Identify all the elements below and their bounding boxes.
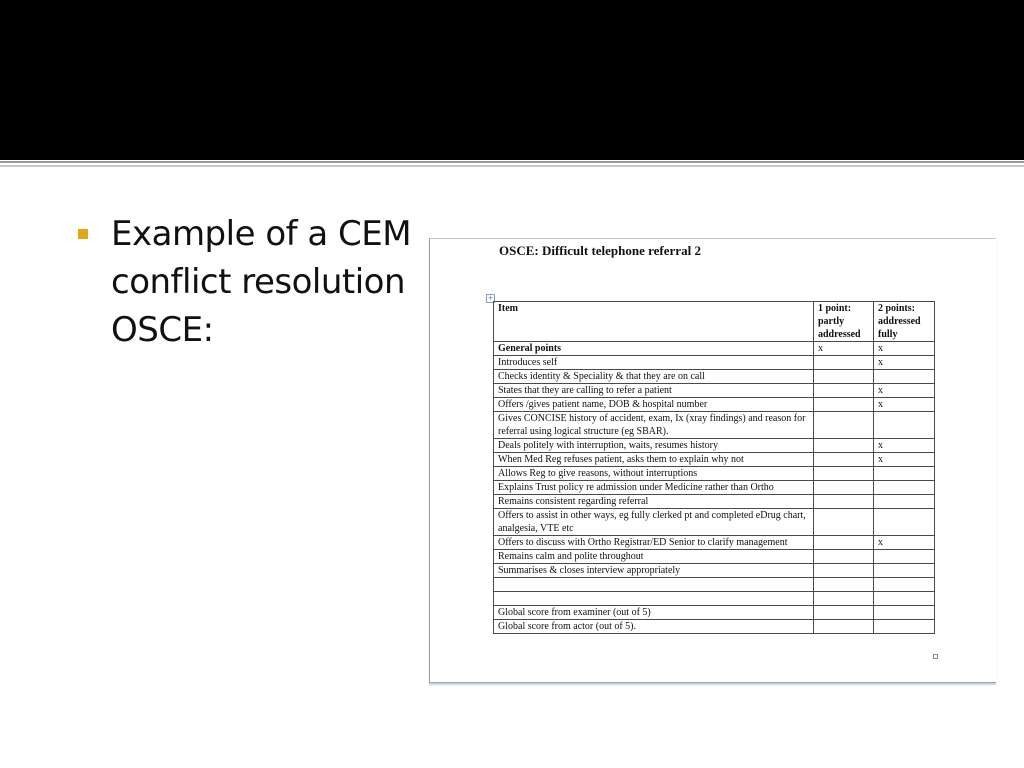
row-fully-score: x — [874, 384, 935, 398]
table-row — [494, 398, 935, 412]
table-resize-handle-icon[interactable] — [933, 654, 938, 659]
row-fully-score — [874, 564, 935, 578]
row-fully-score: x — [874, 439, 935, 453]
table-row — [494, 592, 935, 606]
table-row — [494, 509, 935, 536]
row-fully-score: x — [874, 453, 935, 467]
table-row — [494, 439, 935, 453]
row-partly-score — [814, 467, 874, 481]
table-row — [494, 467, 935, 481]
row-item: General points — [494, 342, 814, 356]
row-partly-score — [814, 412, 874, 439]
row-item — [494, 578, 814, 592]
row-item: Summarises & closes interview appropriately — [494, 564, 814, 578]
table-row — [494, 356, 935, 370]
row-fully-score: x — [874, 356, 935, 370]
table-row — [494, 564, 935, 578]
row-partly-score — [814, 370, 874, 384]
row-fully-score — [874, 481, 935, 495]
row-item: When Med Reg refuses patient, asks them to explain why not — [494, 453, 814, 467]
header-divider-line — [0, 161, 1024, 163]
row-partly-score — [814, 606, 874, 620]
row-partly-score — [814, 439, 874, 453]
table-row — [494, 453, 935, 467]
row-item: Allows Reg to give reasons, without interruptions — [494, 467, 814, 481]
row-item: Introduces self — [494, 356, 814, 370]
table-row — [494, 384, 935, 398]
row-fully-score — [874, 467, 935, 481]
table-row — [494, 606, 935, 620]
table-row — [494, 550, 935, 564]
header-divider-line-secondary — [0, 165, 1024, 167]
row-fully-score — [874, 550, 935, 564]
row-fully-score: x — [874, 536, 935, 550]
document-title: OSCE: Difficult telephone referral 2 — [499, 243, 701, 258]
bullet-text: Example of a CEM conflict resolution OSCE: — [111, 214, 412, 350]
row-item: Gives CONCISE history of accident, exam, Ix (xray findings) and reason for referral using logical structure (eg SBAR). — [494, 412, 814, 439]
row-item: States that they are calling to refer a patient — [494, 384, 814, 398]
row-partly-score — [814, 620, 874, 634]
osce-marking-table — [493, 301, 935, 634]
row-partly-score — [814, 509, 874, 536]
table-row — [494, 481, 935, 495]
row-fully-score: x — [874, 342, 935, 356]
row-partly-score — [814, 495, 874, 509]
row-partly-score — [814, 536, 874, 550]
row-partly-score — [814, 384, 874, 398]
row-item: Global score from examiner (out of 5) — [494, 606, 814, 620]
row-partly-score — [814, 453, 874, 467]
row-partly-score — [814, 398, 874, 412]
row-fully-score — [874, 592, 935, 606]
table-row — [494, 412, 935, 439]
slide-header-bar — [0, 0, 1024, 160]
table-move-handle-icon[interactable]: + — [487, 294, 494, 302]
row-partly-score — [814, 564, 874, 578]
column-header-fully: 2 points: addressed fully — [874, 302, 935, 342]
table-header-row — [494, 302, 935, 342]
table-row — [494, 370, 935, 384]
row-item — [494, 592, 814, 606]
row-partly-score — [814, 356, 874, 370]
table-row — [494, 620, 935, 634]
row-item: Offers /gives patient name, DOB & hospital number — [494, 398, 814, 412]
table-row — [494, 342, 935, 356]
row-fully-score — [874, 620, 935, 634]
table-row — [494, 578, 935, 592]
row-fully-score — [874, 412, 935, 439]
row-item: Remains consistent regarding referral — [494, 495, 814, 509]
row-item: Global score from actor (out of 5). — [494, 620, 814, 634]
row-item: Remains calm and polite throughout — [494, 550, 814, 564]
row-partly-score: x — [814, 342, 874, 356]
row-item: Explains Trust policy re admission under Medicine rather than Ortho — [494, 481, 814, 495]
row-fully-score: x — [874, 398, 935, 412]
row-fully-score — [874, 509, 935, 536]
bullet-square-icon — [78, 229, 88, 239]
row-fully-score — [874, 370, 935, 384]
row-item: Offers to discuss with Ortho Registrar/ED Senior to clarify management — [494, 536, 814, 550]
row-item: Deals politely with interruption, waits, resumes history — [494, 439, 814, 453]
row-item: Offers to assist in other ways, eg fully clerked pt and completed eDrug chart, analgesia, VTE etc — [494, 509, 814, 536]
row-partly-score — [814, 578, 874, 592]
row-fully-score — [874, 495, 935, 509]
row-fully-score — [874, 578, 935, 592]
document-screenshot — [429, 238, 996, 683]
row-partly-score — [814, 592, 874, 606]
row-partly-score — [814, 481, 874, 495]
row-partly-score — [814, 550, 874, 564]
row-fully-score — [874, 606, 935, 620]
row-item: Checks identity & Speciality & that they are on call — [494, 370, 814, 384]
table-row — [494, 536, 935, 550]
column-header-partly: 1 point: partly addressed — [814, 302, 874, 342]
column-header-item: Item — [494, 302, 814, 342]
table-row — [494, 495, 935, 509]
